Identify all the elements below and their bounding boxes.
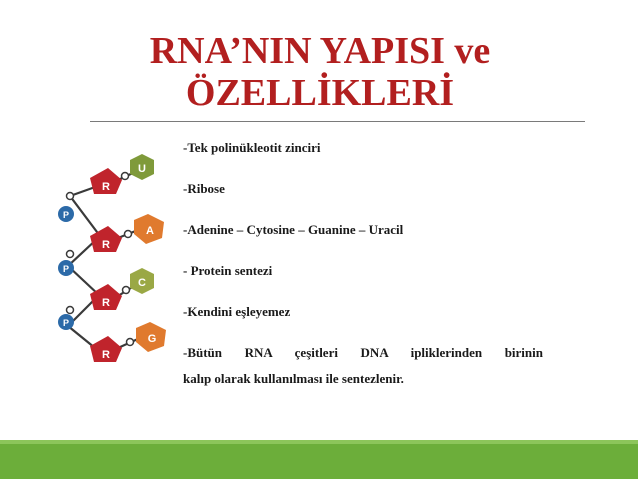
bond-node bbox=[67, 193, 74, 200]
bond-node bbox=[67, 307, 74, 314]
slide-title bbox=[110, 30, 530, 114]
rna-base-links bbox=[118, 172, 140, 348]
title-divider bbox=[90, 121, 585, 122]
bond-node bbox=[125, 231, 132, 238]
base-label-G: G bbox=[147, 333, 157, 345]
footer-accent-line bbox=[0, 440, 638, 444]
list-item: -Tek polinükleotit zinciri bbox=[183, 140, 321, 155]
sugar-label-1: R bbox=[102, 181, 110, 193]
phosphate-label-3: P bbox=[62, 318, 70, 328]
phosphate-2 bbox=[58, 260, 74, 276]
phosphate-label-1: P bbox=[62, 210, 70, 220]
bond-node bbox=[122, 173, 129, 180]
phosphate-3 bbox=[58, 314, 74, 330]
sugar-label-3: R bbox=[102, 297, 110, 309]
rna-strand-diagram bbox=[30, 150, 180, 370]
sugar-label-4: R bbox=[102, 349, 110, 361]
list-item: -Kendini eşleyemez bbox=[183, 304, 291, 319]
slide-title-line-1: RNA’NIN YAPISI ve bbox=[149, 30, 491, 72]
list-item: -Ribose bbox=[183, 181, 225, 196]
base-label-U: U bbox=[138, 163, 146, 175]
footer-bar bbox=[0, 440, 638, 479]
list-item bbox=[183, 340, 543, 392]
base-label-A: A bbox=[146, 225, 154, 237]
phosphate-label-2: P bbox=[62, 264, 70, 274]
base-label-C: C bbox=[138, 277, 146, 289]
bond-node bbox=[123, 287, 130, 294]
slide-title-line-2: ÖZELLİKLERİ bbox=[185, 72, 455, 114]
phosphate-1 bbox=[58, 206, 74, 222]
list-item-line-1: -Bütün RNA çeşitleri DNA ipliklerinden birinin bbox=[183, 345, 543, 360]
bond-node bbox=[127, 339, 134, 346]
list-item: - Protein sentezi bbox=[183, 263, 273, 278]
list-item-line-2: kalıp olarak kullanılması ile sentezlenir. bbox=[183, 371, 404, 386]
list-item: -Adenine – Cytosine – Guanine – Uracil bbox=[183, 222, 404, 237]
bond-node bbox=[67, 251, 74, 258]
sugar-label-2: R bbox=[102, 239, 110, 251]
property-list bbox=[183, 138, 543, 413]
